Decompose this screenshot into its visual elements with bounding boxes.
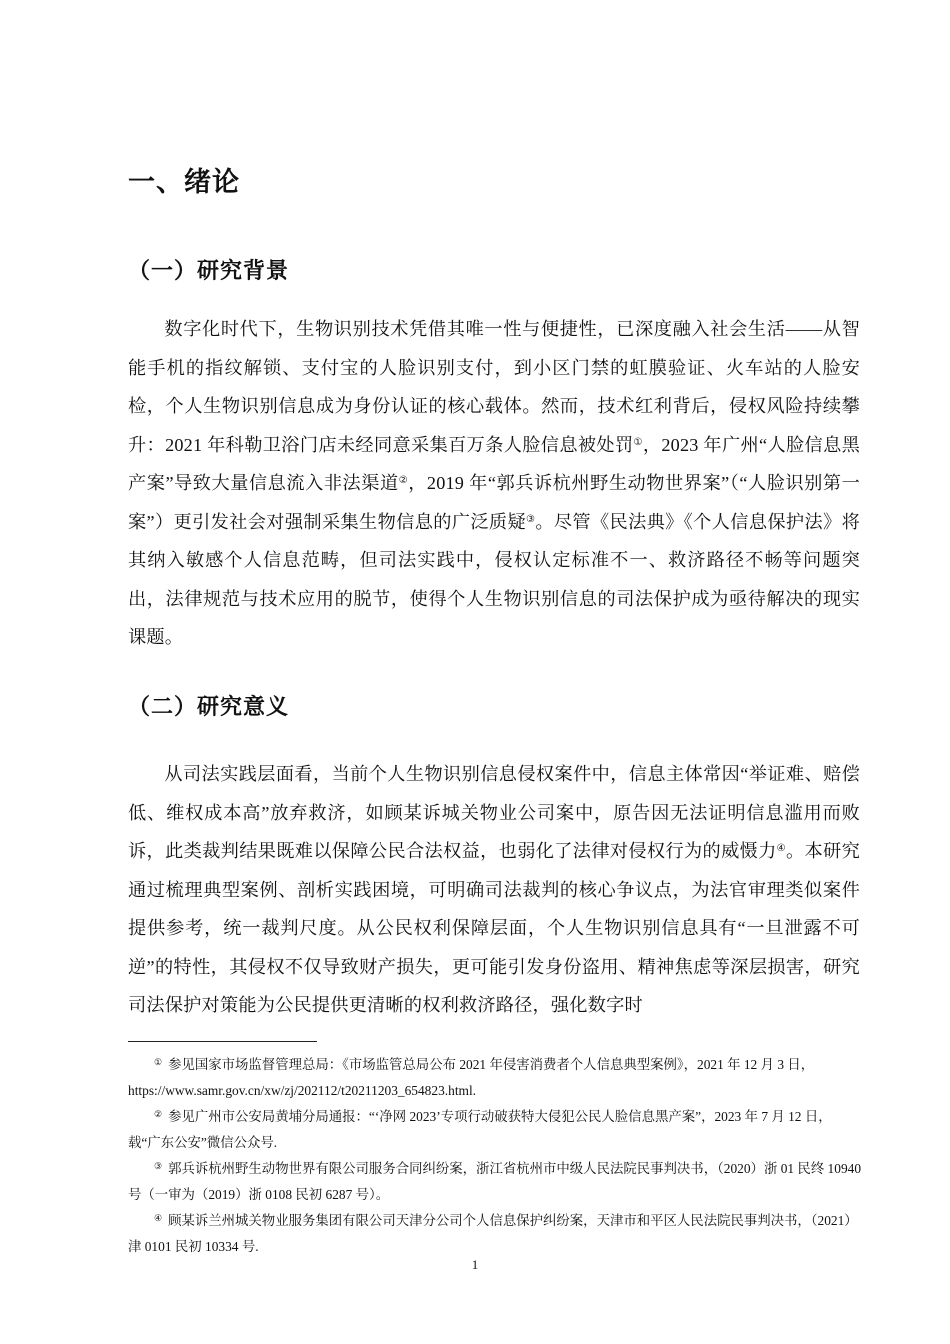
section-heading-background: （一）研究背景 bbox=[128, 259, 290, 284]
background-text-part-1: 数字化时代下，生物识别技术凭借其唯一性与便捷性，已深度融入社会生活——从智能手机的指纹解锁、支付宝的人脸识别支付，到小区门禁的虹膜验证、火车站的人脸安检，个人生物识别信息成为身份认证的核心载体。然而，技术红利背后，侵权风险持续攀升：2021 年科勒卫浴门店未经同意采集百万条人脸信息被处罚 bbox=[128, 319, 860, 455]
background-paragraph bbox=[128, 310, 860, 657]
page-number: 1 bbox=[471, 1257, 479, 1272]
significance-text-part-2: 。本研究通过梳理典型案例、剖析实践困境，可明确司法裁判的核心争议点，为法官审理类似案件提供参考，统一裁判尺度。从公民权利保障层面，个人生物识别信息具有“一旦泄露不可逆”的特性，其侵权不仅导致财产损失，更可能引发身份盗用、精神焦虑等深层损害，研究司法保护对策能为公民提供更清晰的权利救济路径，强化数字时 bbox=[128, 841, 860, 1015]
footnote-text-2: 参见广州市公安局黄埔分局通报：“‘净网 2023’专项行动破获特大侵犯公民人脸信息黑产案”，2023 年 7 月 12 日，载“广东公安”微信公众号. bbox=[128, 1109, 832, 1150]
chapter-heading: 一、绪论 bbox=[128, 167, 240, 198]
footnote-mark-2: ② bbox=[154, 1109, 163, 1119]
footnote-mark-3: ③ bbox=[154, 1161, 163, 1171]
footnote-3 bbox=[128, 1153, 864, 1208]
footnote-text-3: 郭兵诉杭州野生动物世界有限公司服务合同纠纷案，浙江省杭州市中级人民法院民事判决书，（2020）浙 01 民终 10940 号（一审为（2019）浙 0108 民初 6287 号）。 bbox=[128, 1161, 862, 1202]
footnote-text-1: 参见国家市场监督管理总局：《市场监管总局公布 2021 年侵害消费者个人信息典型案例》，2021 年 12 月 3 日，https://www.samr.gov.cn/xw/zj/202112/t20211203_654823.html. bbox=[128, 1057, 815, 1098]
footnote-separator bbox=[128, 1041, 317, 1042]
footnote-1 bbox=[128, 1049, 864, 1104]
footnote-2 bbox=[128, 1101, 864, 1156]
background-text-part-2: ，2023 年广州“人脸信息黑产案”导致大量信息流入非法渠道 bbox=[128, 434, 861, 493]
footnote-mark-1: ① bbox=[154, 1057, 163, 1067]
footnote-text-4: 顾某诉兰州城关物业服务集团有限公司天津分公司个人信息保护纠纷案，天津市和平区人民法院民事判决书，（2021）津 0101 民初 10334 号. bbox=[128, 1213, 858, 1254]
significance-text-part-1: 从司法实践层面看，当前个人生物识别信息侵权案件中，信息主体常因“举证难、赔偿低、维权成本高”放弃救济，如顾某诉城关物业公司案中，原告因无法证明信息滥用而败诉，此类裁判结果既难以保障公民合法权益，也弱化了法律对侵权行为的威慑力 bbox=[128, 764, 860, 861]
significance-paragraph bbox=[128, 755, 860, 1025]
footnote-ref-4[interactable]: ④ bbox=[776, 843, 786, 854]
background-text-part-3: ，2019 年“郭兵诉杭州野生动物世界案”（“人脸识别第一案”）更引发社会对强制采集生物信息的广泛质疑 bbox=[128, 473, 860, 532]
footnote-ref-1[interactable]: ① bbox=[633, 436, 643, 448]
background-text-part-4: 。尽管《民法典》《个人信息保护法》将其纳入敏感个人信息范畴，但司法实践中，侵权认定标准不一、救济路径不畅等问题突出，法律规范与技术应用的脱节，使得个人生物识别信息的司法保护成为亟待解决的现实课题。 bbox=[128, 511, 860, 647]
footnote-ref-2[interactable]: ② bbox=[398, 475, 409, 486]
footnote-mark-4: ④ bbox=[154, 1213, 163, 1223]
footnote-ref-3[interactable]: ③ bbox=[526, 513, 536, 525]
footnote-4 bbox=[128, 1205, 864, 1260]
section-heading-significance: （二）研究意义 bbox=[128, 695, 290, 720]
